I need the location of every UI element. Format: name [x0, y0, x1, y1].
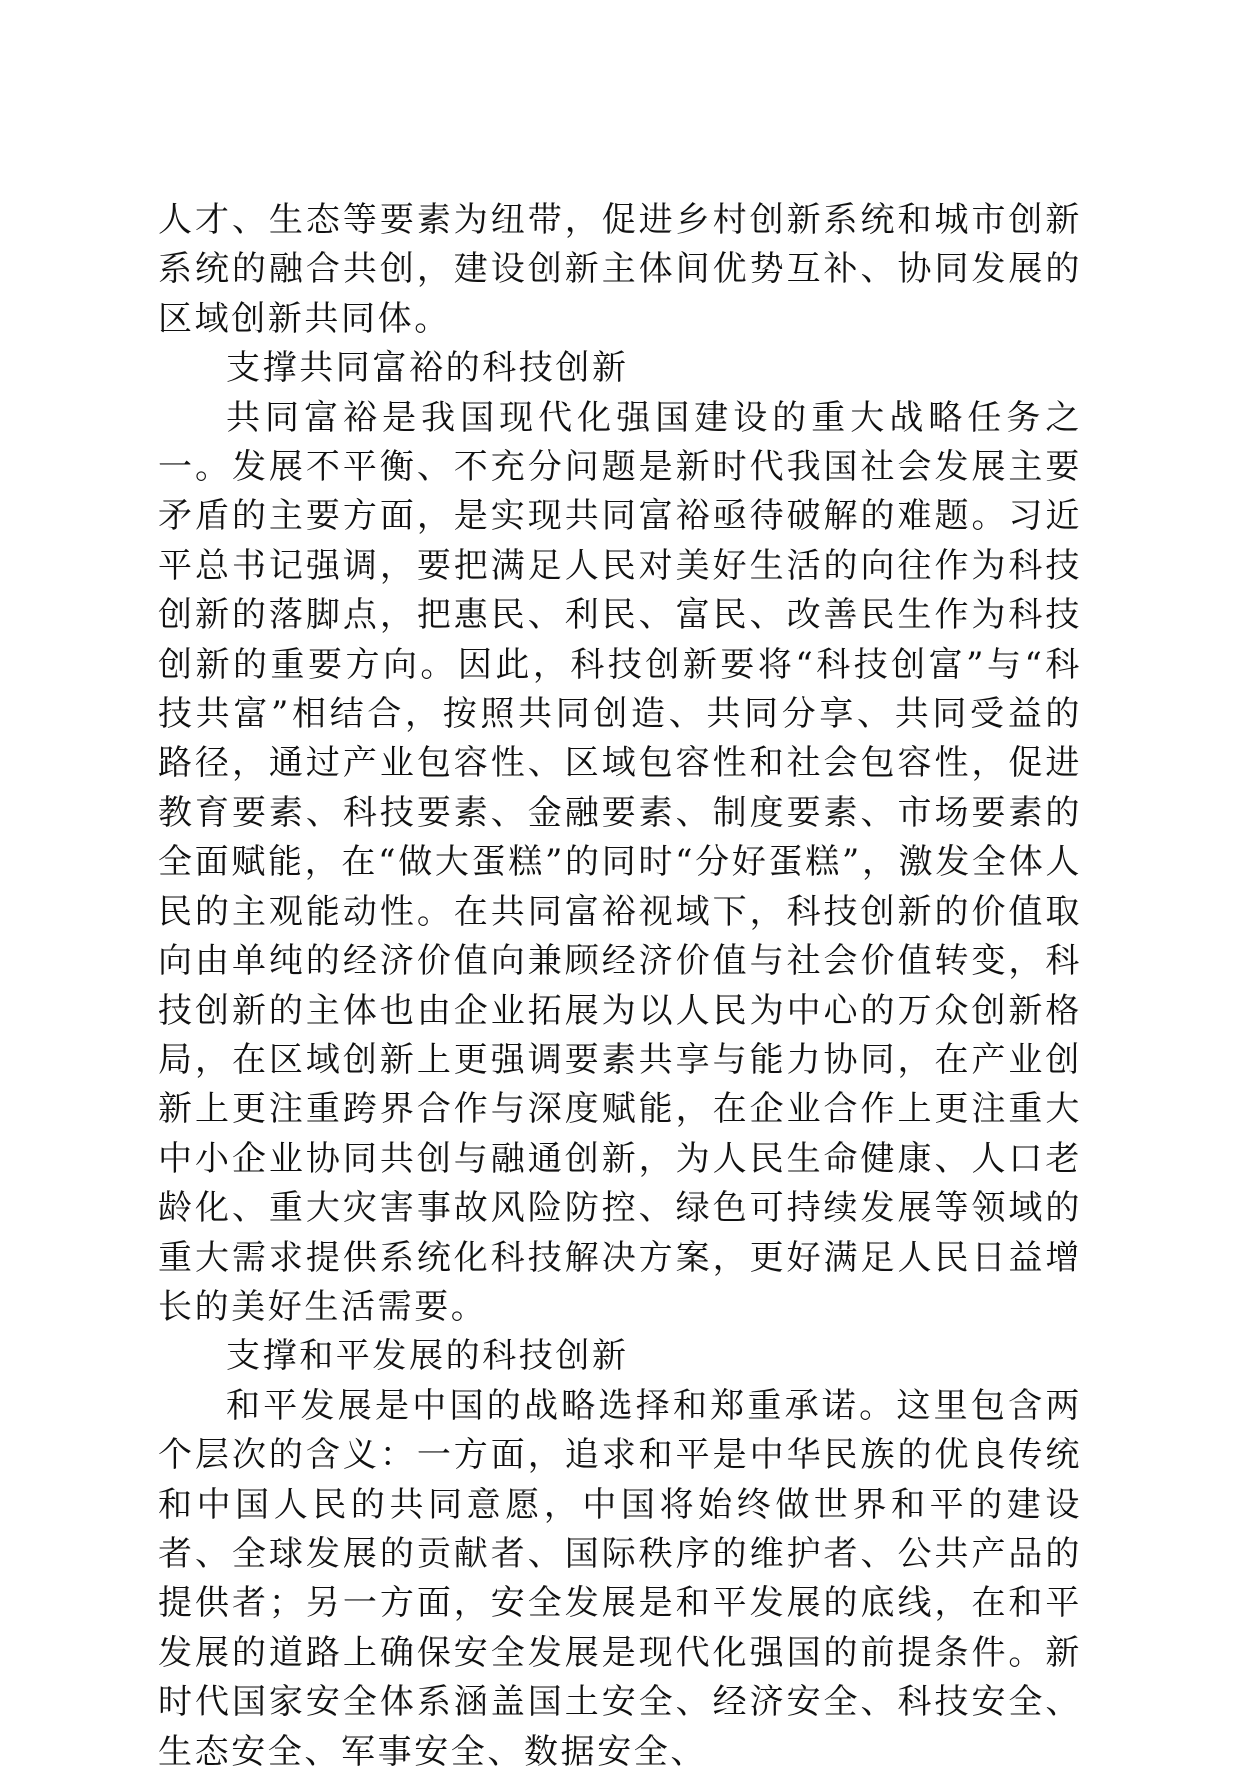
section-heading-peaceful-development: 支撑和平发展的科技创新 — [226, 1336, 629, 1377]
paragraph-common-prosperity: 共同富裕是我国现代化强国建设的重大战略任务之一。发展不平衡、不充分问题是新时代我国社会发展主要矛盾的主要方面，是实现共同富裕亟待破解的难题。习近平总书记强调，要把满足人民对美好生活的向往作为科技创新的落脚点，把惠民、利民、富民、改善民生作为科技创新的重要方向。因此，科技创新要将“科技创富”与“科技共富”相结合，按照共同创造、共同分享、共同受益的路径，通过产业包容性、区域包容性和社会包容性，促进教育要素、科技要素、金融要素、制度要素、市场要素的全面赋能，在“做大蛋糕”的同时“分好蛋糕”，激发全体人民的主观能动性。在共同富裕视域下，科技创新的价值取向由单纯的经济价值向兼顾经济价值与社会价值转变，科技创新的主体也由企业拓展为以人民为中心的万众创新格局，在区域创新上更强调要素共享与能力协同，在产业创新上更注重跨界合作与深度赋能，在企业合作上更注重大中小企业协同共创与融通创新，为人民生命健康、人口老龄化、重大灾害事故风险防控、绿色可持续发展等领域的重大需求提供系统化科技解决方案，更好满足人民日益增长的美好生活需要。 — [158, 397, 1082, 1327]
section-heading-common-prosperity: 支撑共同富裕的科技创新 — [226, 348, 629, 389]
paragraph-peaceful-development: 和平发展是中国的战略选择和郑重承诺。这里包含两个层次的含义：一方面，追求和平是中华民族的优良传统和中国人民的共同意愿，中国将始终做世界和平的建设者、全球发展的贡献者、国际秩序的维护者、公共产品的提供者；另一方面，安全发展是和平发展的底线，在和平发展的道路上确保安全发展是现代化强国的前提条件。新时代国家安全体系涵盖国土安全、经济安全、科技安全、生态安全、军事安全、数据安全、 — [158, 1385, 1082, 1772]
paragraph-continued: 人才、生态等要素为纽带，促进乡村创新系统和城市创新系统的融合共创，建设创新主体间优势互补、协同发展的区域创新共同体。 — [158, 200, 1082, 339]
document-page — [158, 196, 1082, 1777]
